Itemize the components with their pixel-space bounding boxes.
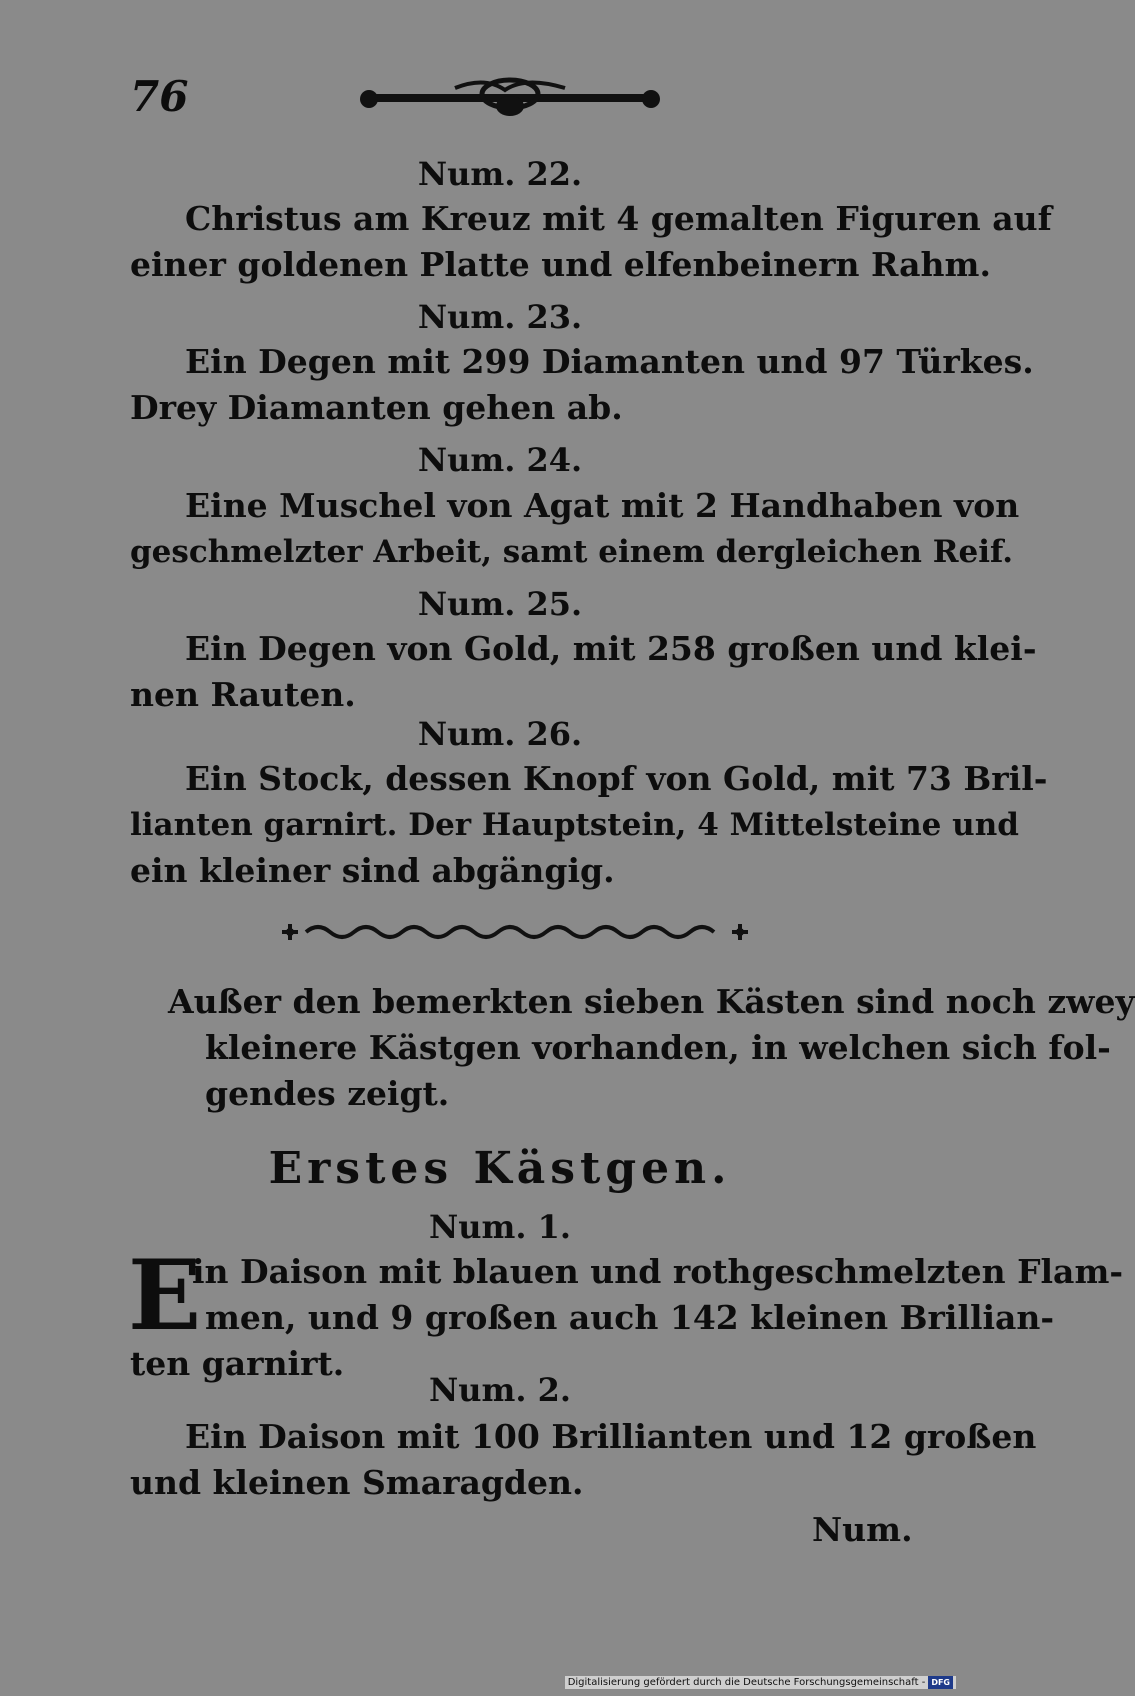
wave-divider-ornament: [270, 912, 760, 952]
entry-number: Num. 23.: [417, 298, 583, 336]
entry-text-line: Ein Degen von Gold, mit 258 großen und klei-: [185, 629, 1037, 668]
drop-cap-initial: E: [128, 1239, 202, 1352]
entry-text-line: einer goldenen Platte und elfenbeinern Rahm.: [130, 245, 991, 284]
entry-text-line: Eine Muschel von Agat mit 2 Handhaben von: [185, 486, 1020, 525]
entry-number: Num. 22.: [417, 155, 583, 193]
entry-text-line: und kleinen Smaragden.: [130, 1463, 584, 1502]
entry-text-line: lianten garnirt. Der Hauptstein, 4 Mittelsteine und: [130, 807, 1019, 843]
entry-text-line: geschmelzter Arbeit, samt einem dergleichen Reif.: [130, 534, 1014, 570]
entry-text-line: Christus am Kreuz mit 4 gemalten Figuren auf: [185, 199, 1052, 238]
entry-number: Num. 24.: [417, 441, 583, 479]
page-number: 76: [130, 72, 189, 121]
catchword: Num.: [812, 1510, 913, 1549]
entry-text-line: ein kleiner sind abgängig.: [130, 851, 615, 890]
header-ornament: [355, 76, 665, 124]
paragraph-line: kleinere Kästgen vorhanden, in welchen sich fol-: [205, 1028, 1111, 1067]
paragraph-line: Außer den bemerkten sieben Kästen sind noch zwey: [168, 982, 1135, 1021]
entry-number: Num. 2.: [428, 1371, 572, 1409]
paragraph-line: gendes zeigt.: [205, 1074, 450, 1113]
entry-text-line: Ein Daison mit 100 Brillianten und 12 großen: [185, 1417, 1037, 1456]
entry-text-line: ten garnirt.: [130, 1344, 345, 1383]
entry-number: Num. 26.: [417, 715, 583, 753]
entry-number: Num. 1.: [428, 1208, 572, 1246]
entry-text-line: Ein Stock, dessen Knopf von Gold, mit 73 Bril-: [185, 759, 1048, 798]
entry-text-line: Drey Diamanten gehen ab.: [130, 388, 623, 427]
entry-text-line: in Daison mit blauen und rothgeschmelzten Flam-: [192, 1252, 1124, 1291]
entry-text-line: Ein Degen mit 299 Diamanten und 97 Türkes.: [185, 342, 1034, 381]
entry-text-line: men, und 9 großen auch 142 kleinen Brillian-: [205, 1298, 1055, 1337]
dfg-logo: DFG: [928, 1676, 953, 1689]
section-heading: Erstes Kästgen.: [268, 1143, 732, 1194]
entry-text-line: nen Rauten.: [130, 675, 356, 714]
digitization-footer: [565, 1676, 956, 1689]
footer-text: Digitalisierung gefördert durch die Deutsche Forschungsgemeinschaft -: [567, 1677, 926, 1688]
entry-number: Num. 25.: [417, 585, 583, 623]
